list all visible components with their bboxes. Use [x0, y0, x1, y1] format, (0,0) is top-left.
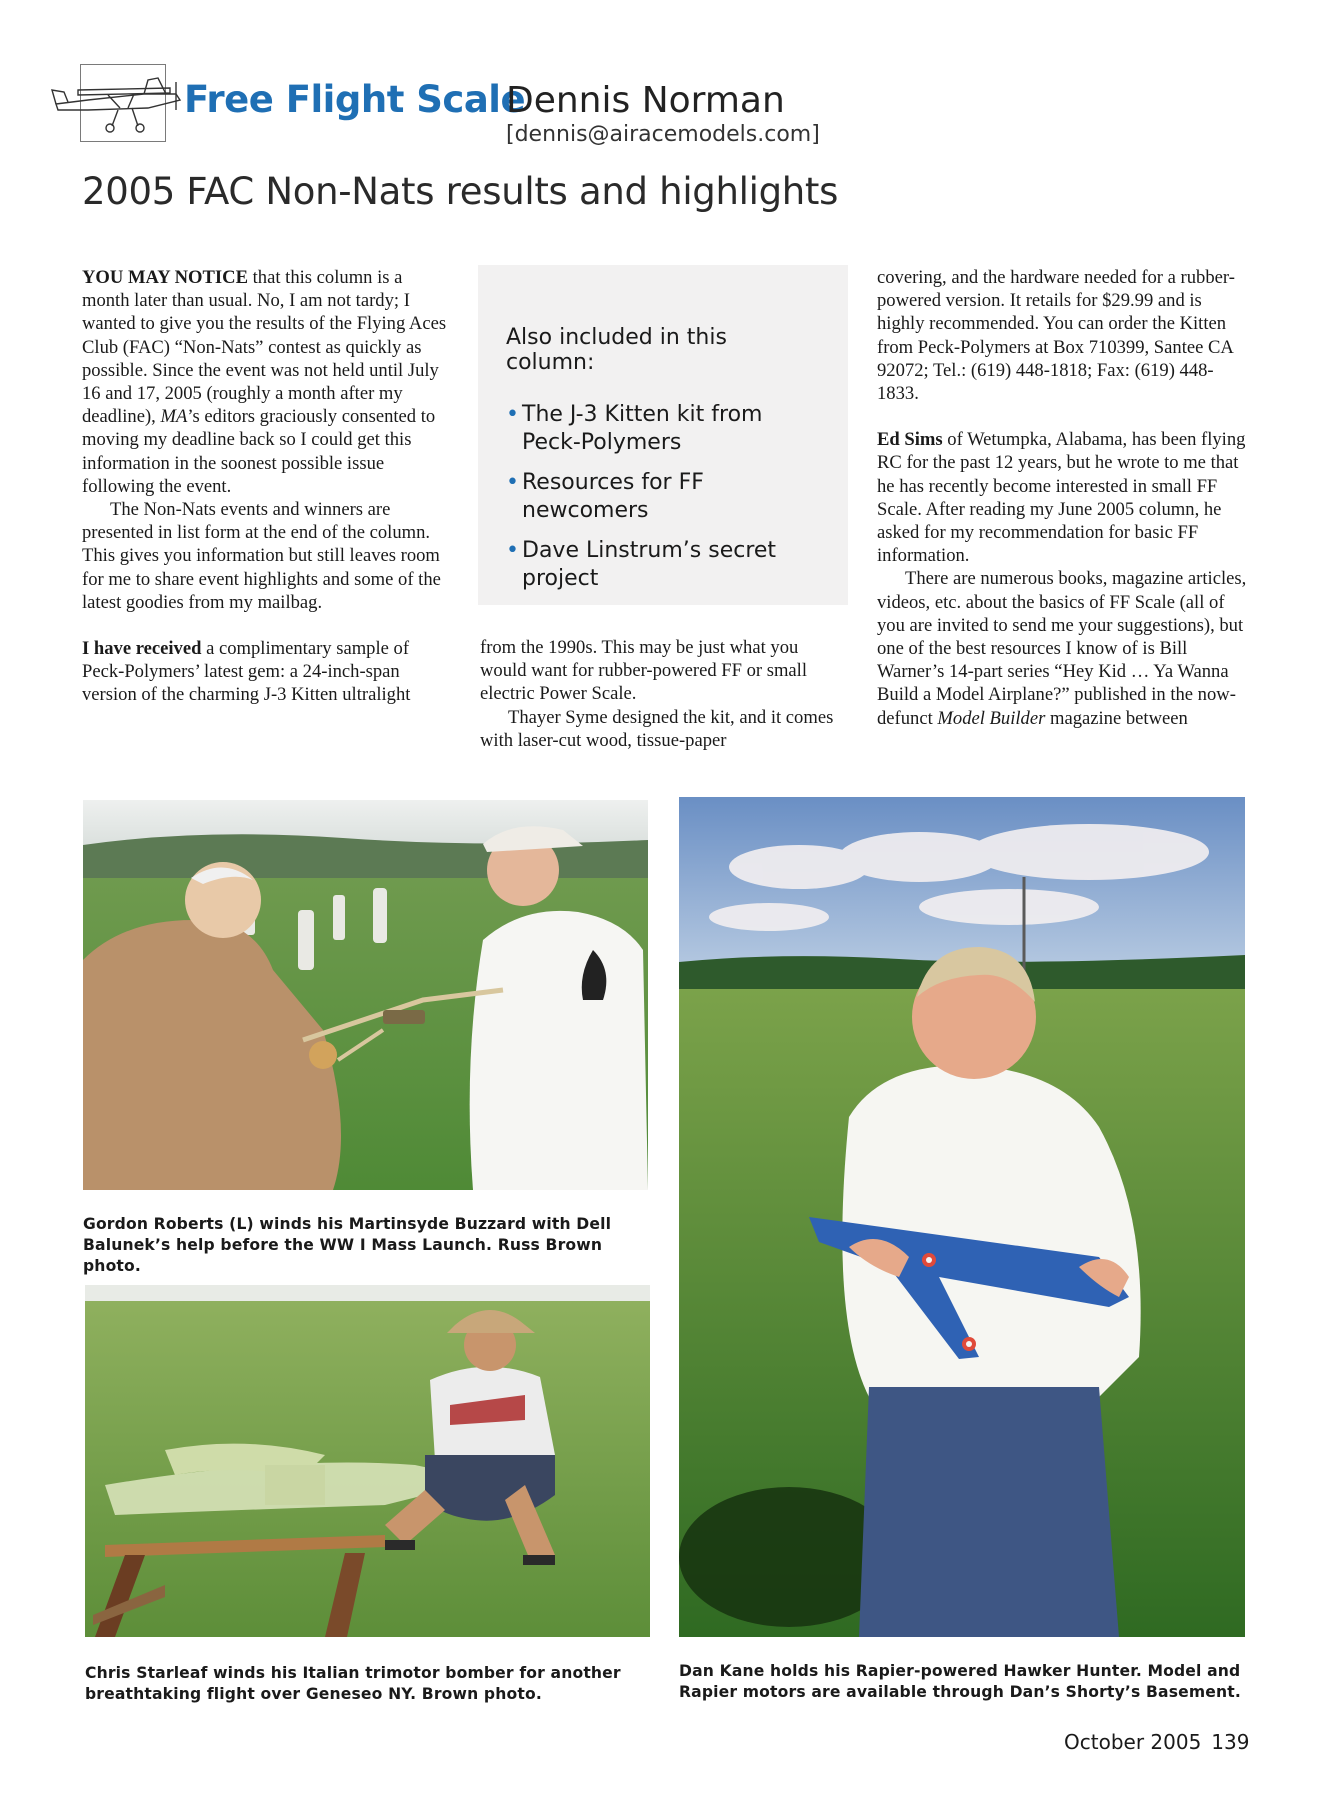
lead-in: Ed Sims: [877, 429, 943, 451]
sidebar-item: [506, 469, 820, 525]
photo-caption: Dan Kane holds his Rapier-powered Hawker Hunter. Model and Rapier motors are available through Dan’s Shorty’s Basement.: [679, 1662, 1241, 1701]
sidebar-heading: Also included in this column:: [506, 325, 727, 375]
text-column-1: [82, 266, 452, 707]
paragraph-text: a complimentary sample of Peck-Polymers’ latest gem: a 24-inch-span version of the charming J-3 Kitten ultralight: [82, 638, 411, 706]
bullet-icon: •: [506, 402, 519, 427]
paragraph-ed-sims: [877, 428, 1247, 567]
paragraph-resources: [877, 567, 1247, 729]
sidebar-item-text: Dave Linstrum’s secret project: [522, 538, 777, 591]
column-title: Free Flight Scale: [184, 78, 526, 121]
paragraph-text: covering, and the hardware needed for a rubber-powered version. It retails for $29.99 and is highly recommended. You can order the Kitten from Peck-Polymers at Box 710399, Santee CA 92072; Tel.: (619) 448-1818; Fax: (619) 448-1833.: [877, 267, 1235, 405]
lead-in: YOU MAY NOTICE: [82, 267, 248, 288]
paragraph-intro: [82, 266, 452, 498]
paragraph-kitten: [82, 637, 452, 707]
paragraph-text: that this column is a month later than usual. No, I am not tardy; I wanted to give you the results of the Flying Aces Club (FAC) “Non-Nats” contest as quickly as possible. Since the event was not held until July 16 and 17, 2005 (roughly a month after my deadline),: [82, 267, 447, 428]
sidebar-item-text: Resources for FF newcomers: [522, 470, 704, 523]
paragraph-text: There are numerous books, magazine articles, videos, etc. about the basics of FF Scale (all of you are invited to send me your suggestions), but one of the best resources I know of is Bill Warner’s 14-part series “Hey Kid … Ya Wanna Build a Model Airplane?” published in the now-defunct: [877, 568, 1247, 729]
page-number: 139: [1211, 1730, 1250, 1754]
magazine-abbrev: MA: [160, 406, 188, 428]
photo-caption: Chris Starleaf winds his Italian trimotor bomber for another breathtaking flight over Geneseo NY. Brown photo.: [85, 1664, 621, 1703]
paragraph-text: from the 1990s. This may be just what you would want for rubber-powered FF or small electric Power Scale.: [480, 637, 808, 705]
lead-in: I have received: [82, 638, 202, 660]
sidebar-item: [506, 401, 820, 457]
article-headline: 2005 FAC Non-Nats results and highlights: [82, 170, 839, 213]
magazine-title: Model Builder: [937, 707, 1046, 729]
author-email[interactable]: [dennis@airacemodels.com]: [506, 122, 820, 147]
bullet-icon: •: [506, 538, 519, 563]
photo-gordon-roberts: [83, 800, 648, 1190]
paragraph-text: Thayer Syme designed the kit, and it comes with laser-cut wood, tissue-paper: [480, 706, 834, 751]
photo-chris-starleaf: [85, 1285, 650, 1637]
photo-dan-kane: [679, 797, 1245, 1637]
airplane-logo-icon: [48, 60, 188, 140]
author-name: Dennis Norman: [506, 80, 785, 121]
text-column-2: [480, 636, 848, 752]
sidebar-box: [478, 265, 848, 605]
sidebar-item: [506, 537, 820, 593]
paragraph-text: of Wetumpka, Alabama, has been flying RC for the past 12 years, but he wrote to me that he has recently become interested in small FF Scale. After reading my June 2005 column, he asked for my recommendation for basic FF information.: [877, 429, 1246, 567]
text-column-3: [877, 266, 1247, 730]
paragraph-text: ’s editors graciously consented to moving my deadline back so I could get this information in the soonest possible issue following the event.: [82, 406, 436, 497]
page-footer: [1064, 1730, 1249, 1754]
bullet-icon: •: [506, 470, 519, 495]
sidebar-list: [506, 401, 820, 593]
paragraph-results: The Non-Nats events and winners are presented in list form at the end of the column. This gives you information but still leaves room for me to share event highlights and some of the latest goodies from my mailbag.: [82, 499, 441, 613]
photo-caption: Gordon Roberts (L) winds his Martinsyde Buzzard with Dell Balunek’s help before the WW I Mass Launch. Russ Brown photo.: [83, 1215, 612, 1275]
issue-date: October 2005: [1064, 1730, 1202, 1754]
sidebar-item-text: The J-3 Kitten kit from Peck-Polymers: [522, 402, 763, 455]
paragraph-text: magazine between: [1045, 707, 1188, 729]
